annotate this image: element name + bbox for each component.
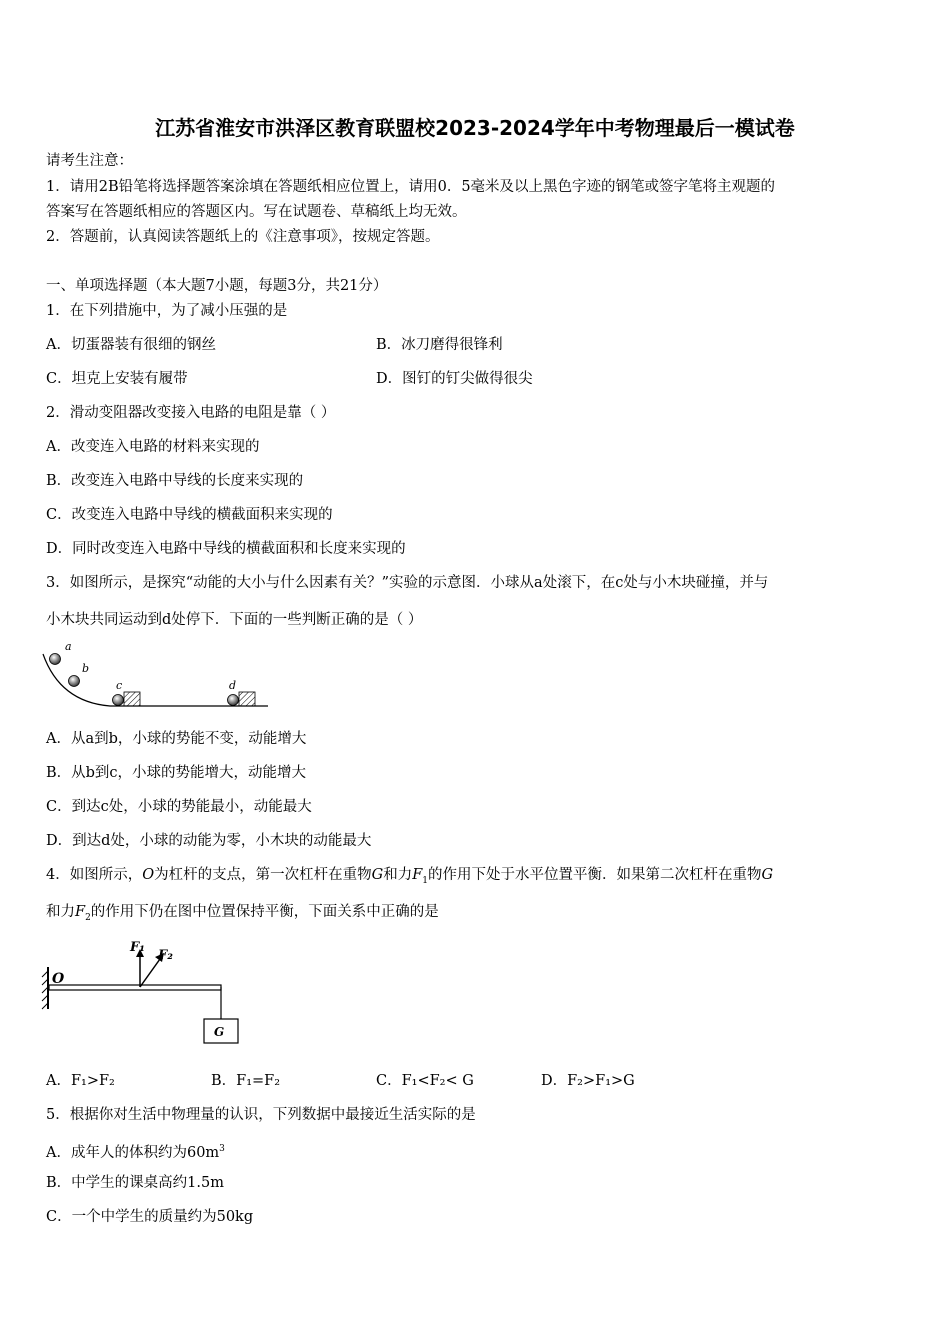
q4-stem-text: 的作用下仍在图中位置保持平衡，下面关系中正确的是 [90,904,439,920]
q4-option-a: A．F₁>F₂ [46,1073,115,1089]
notice-line-1a: 1．请用2B铅笔将选择题答案涂填在答题纸相应位置上，请用0．5毫米及以上黑色字迹的钢笔或签字笔将主观题的 [46,179,776,195]
exam-title: 江苏省淮安市洪泽区教育联盟校2023-2024学年中考物理最后一模试卷 [155,116,795,140]
q5-stem: 5．根据你对生活中物理量的认识，下列数据中最接近生活实际的是 [46,1107,476,1123]
q4-option-d: D．F₂>F₁>G [541,1073,635,1089]
q4-force-symbol: F [75,904,86,920]
label-a: a [65,640,72,653]
label-f1: F₁ [130,940,145,955]
label-c: c [116,679,123,692]
lever-bar [49,985,221,990]
q2-option-d: D．同时改变连入电路中导线的横截面积和长度来实现的 [46,541,406,557]
q4-stem-line-1 [46,866,773,890]
q3-stem-line-2: 小木块共同运动到d处停下．下面的一些判断正确的是（ ） [46,612,423,628]
q3-stem-line-1: 3．如图所示，是探究“动能的大小与什么因素有关？”实验的示意图．小球从a处滚下，在c处与小木块碰撞，并与 [46,575,769,591]
section-heading: 一、单项选择题（本大题7小题，每题3分，共21分） [46,278,388,294]
q4-pivot-symbol: O [142,867,155,883]
q5-option-a-text: A．成年人的体积约为60m [46,1144,220,1161]
notice-heading: 请考生注意： [46,153,133,169]
q4-stem-line-2 [46,903,439,927]
q4-option-b: B．F₁=F₂ [211,1073,281,1089]
q3-option-d: D．到达d处，小球的动能为零，小木块的动能最大 [46,833,372,849]
ball-a [50,654,61,665]
q2-stem: 2．滑动变阻器改变接入电路的电阻是靠（ ） [46,405,336,421]
arrow-f2 [140,959,160,987]
label-g: G [214,1025,225,1039]
q2-option-b: B．改变连入电路中导线的长度来实现的 [46,473,304,489]
q4-stem-text: 的作用下处于水平位置平衡．如果第二次杠杆在重物 [428,867,762,883]
label-b: b [82,662,90,675]
q1-stem: 1．在下列措施中，为了减小压强的是 [46,303,288,319]
q5-option-b: B．中学生的课桌高约1.5m [46,1175,224,1191]
q1-option-d: D．图钉的钉尖做得很尖 [376,371,533,387]
q4-lever-figure [40,935,255,1050]
q1-option-c: C．坦克上安装有履带 [46,371,188,387]
q3-option-a: A．从a到b，小球的势能不变，动能增大 [46,731,307,747]
block-d [239,692,255,706]
q3-ramp-figure [40,640,280,715]
q1-option-b: B．冰刀磨得很锋利 [376,337,503,353]
notice-line-1b: 答案写在答题纸相应的答题区内。写在试题卷、草稿纸上均无效。 [46,204,467,220]
q2-option-c: C．改变连入电路中导线的横截面积来实现的 [46,507,333,523]
q5-option-a [46,1140,225,1162]
block-c [124,692,140,706]
notice-line-2: 2．答题前，认真阅读答题纸上的《注意事项》，按规定答题。 [46,229,440,245]
q1-option-a: A．切蛋器装有很细的钢丝 [46,337,216,353]
label-d: d [229,679,237,692]
ball-d [228,695,239,706]
q4-weight-symbol: G [371,867,384,883]
q4-option-c: C．F₁<F₂< G [376,1073,474,1089]
q4-stem-text: 4．如图所示， [46,867,143,883]
q4-force-symbol: F [412,867,423,883]
q3-option-b: B．从b到c，小球的势能增大，动能增大 [46,765,307,781]
ball-b [69,676,80,687]
q2-option-a: A．改变连入电路的材料来实现的 [46,439,260,455]
label-f2: F₂ [158,948,173,963]
q4-weight-symbol: G [761,867,774,883]
q4-stem-text: 为杠杆的支点，第一次杠杆在重物 [154,867,372,883]
ball-c [113,695,124,706]
q3-option-c: C．到达c处，小球的势能最小，动能最大 [46,799,312,815]
label-o: O [52,971,65,987]
q4-stem-text: 和力 [383,867,413,883]
q5-option-a-superscript: 3 [219,1144,225,1154]
q5-option-c: C．一个中学生的质量约为50kg [46,1209,254,1225]
q4-stem-text: 和力 [46,904,75,920]
q4-force-subscript: 1 [422,875,429,886]
q4-force-subscript: 2 [85,912,91,923]
